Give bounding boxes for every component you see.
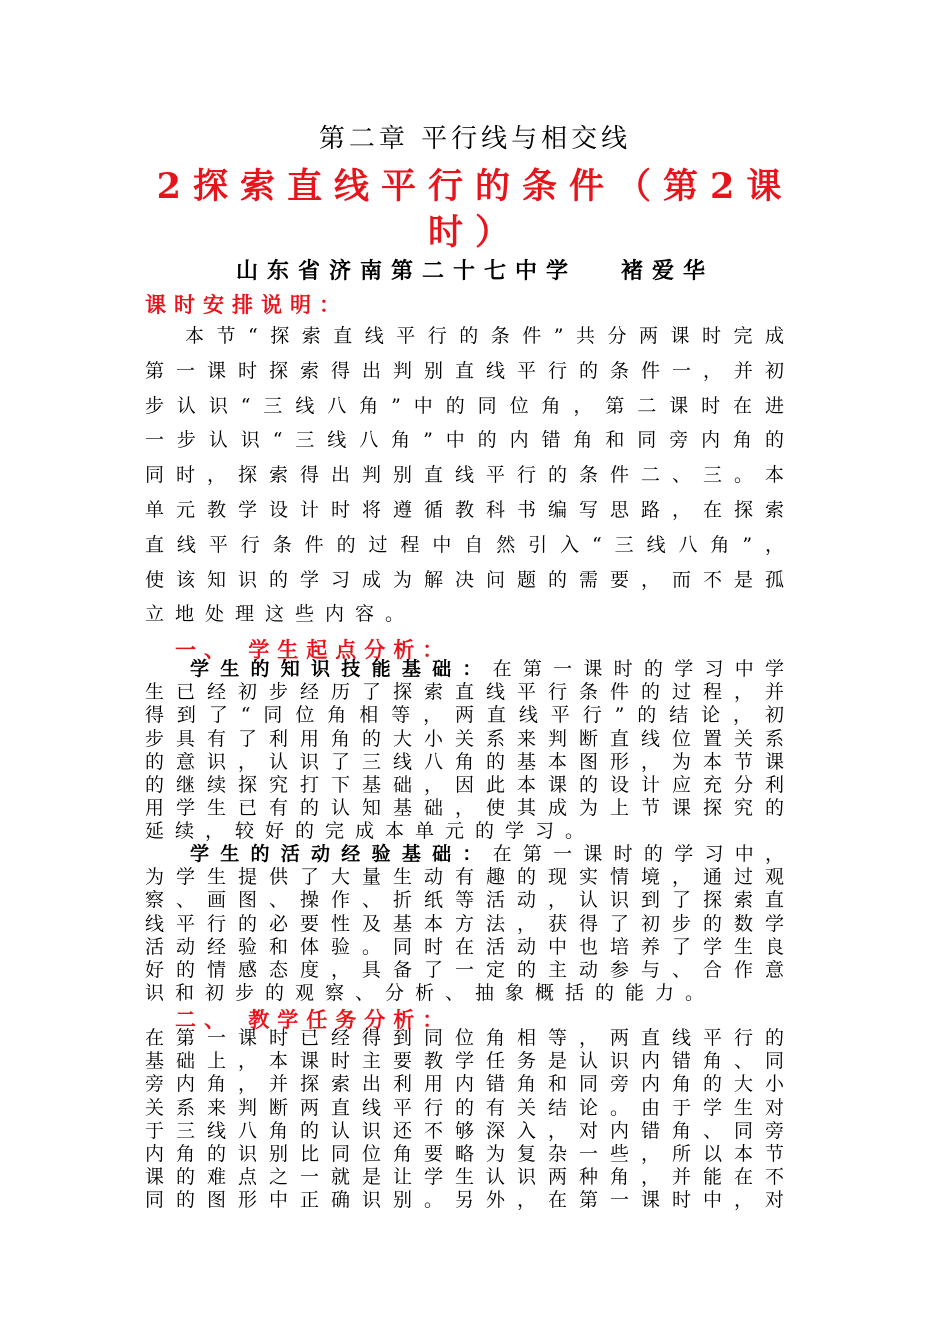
text-line: 关系来判断两直线平行的有关结论。由于学生对 (145, 1096, 795, 1119)
text-line: 立地处理这些内容。 (145, 603, 416, 626)
lesson-title (155, 164, 795, 256)
text-line: 内角的识别比同位角要略为复杂一些，所以本节 (145, 1143, 795, 1166)
text-line: 步具有了利用角的大小关系来判断直线位置关系 (145, 727, 795, 750)
text-line: 活动经验和体验。同时在活动中也培养了学生良 (145, 935, 795, 958)
text-line: 好的情感态度，具备了一定的主动参与、合作意 (145, 959, 795, 982)
text-line: 本节“探索直线平行的条件”共分两课时完成 (185, 325, 795, 347)
arrangement-paragraph (145, 319, 795, 632)
text-line: 在第一课时已经得到同位角相等，两直线平行的 (145, 1027, 795, 1049)
text-line: 单元教学设计时将遵循教科书编写思路，在探索 (145, 498, 795, 521)
text-line: 的继续探究打下基础，因此本课的设计应充分利 (145, 774, 795, 797)
section1-heading: 一、 学生起点分析： (175, 637, 452, 662)
text-line: 同的图形中正确识别。另外，在第一课时中，对 (145, 1189, 795, 1212)
text-line: 察、画图、操作、折纸等活动，认识到了探索直 (145, 889, 795, 912)
text-line: 用学生已有的认知基础，使其成为上节课探究的 (145, 797, 795, 820)
activity-label: 学生的活动经验基础： (190, 843, 493, 865)
text-line: 为学生提供了大量生动有趣的现实情境，通过观 (145, 866, 795, 889)
text-line: 延续，较好的完成本单元的学习。 (145, 820, 596, 843)
lesson-title-line-2: 时） (427, 212, 522, 253)
knowledge-label: 学生的知识技能基础： (190, 658, 493, 680)
text-line: 同时，探索得出判别直线平行的条件二、三。本 (145, 464, 795, 487)
chapter-title: 第二章 平行线与相交线 (318, 124, 632, 154)
text-line: 在第一课时的学习中学 (492, 658, 795, 680)
author-line (0, 254, 950, 285)
section2-heading: 二、 教学任务分析： (175, 1007, 452, 1032)
text-line: 基础上，本课时主要教学任务是认识内错角、同 (145, 1050, 795, 1073)
text-line: 一步认识“三线八角”中的内错角和同旁内角的 (145, 429, 795, 452)
text-line: 直线平行条件的过程中自然引入“三线八角”， (145, 533, 795, 556)
text-line: 在第一课时的学习中， (492, 843, 795, 865)
text-line: 线平行的必要性及基本方法，获得了初步的数学 (145, 912, 795, 935)
text-line: 使该知识的学习成为解决问题的需要，而不是孤 (145, 568, 795, 591)
text-line: 生已经初步经历了探索直线平行条件的过程，并 (145, 681, 795, 704)
task-paragraph (145, 1027, 795, 1213)
text-line: 旁内角，并探索出利用内错角和同旁内角的大小 (145, 1073, 795, 1096)
activity-paragraph (145, 843, 795, 1005)
author-name: 褚爱华 (621, 258, 715, 284)
text-line: 于三线八角的认识还不够深入，对内错角、同旁 (145, 1119, 795, 1142)
text-line: 得到了“同位角相等，两直线平行”的结论，初 (145, 704, 795, 727)
author-school: 山东省济南第二十七中学 (235, 258, 577, 284)
text-line: 第一课时探索得出判别直线平行的条件一，并初 (145, 359, 795, 382)
text-line: 识和初步的观察、分析、抽象概括的能力。 (145, 982, 716, 1005)
lesson-title-line-1: 2探索直线平行的条件（第2课 (156, 166, 794, 207)
knowledge-paragraph (145, 658, 795, 844)
text-line: 的意识，认识了三线八角的基本图形，为本节课 (145, 750, 795, 773)
arrangement-heading: 课时安排说明： (145, 292, 348, 317)
text-line: 课的难点之一就是让学生认识两种角，并能在不 (145, 1166, 795, 1189)
text-line: 步认识“三线八角”中的同位角，第二课时在进 (145, 394, 795, 417)
